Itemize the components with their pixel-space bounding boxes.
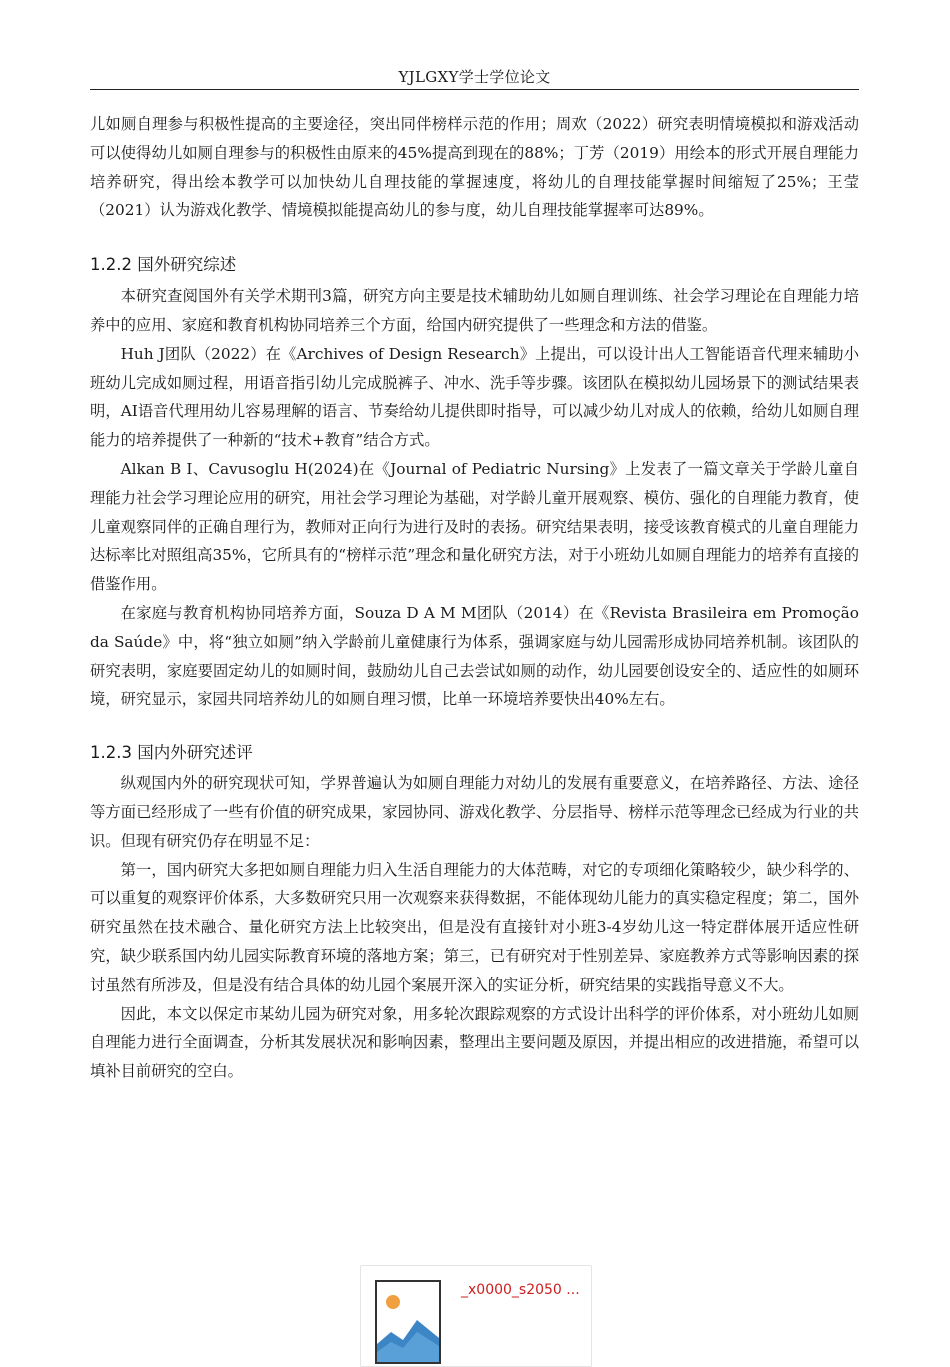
paragraph: 第一，国内研究大多把如厕自理能力归入生活自理能力的大体范畴，对它的专项细化策略较少，缺少科学的、可以重复的观察评价体系，大多数研究只用一次观察来获得数据，不能体现幼儿能力的真实稳定程度；第二，国外研究虽然在技术融合、量化研究方法上比较突出，但是没有直接针对小班3-4岁幼儿这一特定群体展开适应性研究，缺少联系国内幼儿园实际教育环境的落地方案；第三，已有研究对于性别差异、家庭教养方式等影响因素的探讨虽然有所涉及，但是没有结合具体的幼儿园个案展开深入的实证分析，研究结果的实践指导意义不大。 [90,860,859,994]
paragraph: Alkan B I、Cavusoglu H(2024)在《Journal of Pediatric Nursing》上发表了一篇文章关于学龄儿童自理能力社会学习理论应用的研究，用社会学习理论为基础，对学龄儿童开展观察、模仿、强化的自理能力教育，使儿童观察同伴的正确自理行为，教师对正向行为进行及时的表扬。研究结果表明，接受该教育模式的儿童自理能力达标率比对照组高35%，它所具有的“榜样示范”理念和量化研究方法，对于小班幼儿如厕自理能力的培养有直接的借鉴作用。 [90,459,859,594]
paragraph: 在家庭与教育机构协同培养方面，Souza D A M M团队（2014）在《Revista Brasileira em Promoção da Saúde》中，将“独立如厕”纳入学龄前儿童健康行为体系，强调家庭与幼儿园需形成协同培养机制。该团队的研究表明，家庭要固定幼儿的如厕时间，鼓励幼儿自己去尝试如厕的动作，幼儿园要创设安全的、适应性的如厕环境，研究显示，家园共同培养幼儿的如厕自理习惯，比单一环境培养要快出40%左右。 [90,603,859,709]
embedded-object[interactable] [360,1265,592,1367]
paragraph: Huh J团队（2022）在《Archives of Design Research》上提出，可以设计出人工智能语音代理来辅助小班幼儿完成如厕过程，用语音指引幼儿完成脱裤子、冲水、洗手等步骤。该团队在模拟幼儿园场景下的测试结果表明，AI语音代理用幼儿容易理解的语言、节奏给幼儿提供即时指导，可以减少幼儿对成人的依赖，给幼儿如厕自理能力的培养提供了一种新的“技术+教育”结合方式。 [90,344,859,450]
embedded-object-label: _x0000_s2050 ... [461,1282,580,1298]
paragraph: 因此，本文以保定市某幼儿园为研究对象，用多轮次跟踪观察的方式设计出科学的评价体系，对小班幼儿如厕自理能力进行全面调查，分析其发展状况和影响因素，整理出主要问题及原因，并提出相应的改进措施，希望可以填补目前研究的空白。 [90,1004,859,1081]
section-heading-1-2-2: 1.2.2 国外研究综述 [90,255,237,275]
intro-paragraph: 儿如厕自理参与积极性提高的主要途径，突出同伴榜样示范的作用；周欢（2022）研究表明情境模拟和游戏活动可以使得幼儿如厕自理参与的积极性由原来的45%提高到现在的88%；丁芳（2019）用绘本的形式开展自理能力培养研究，得出绘本教学可以加快幼儿自理技能的掌握速度，将幼儿的自理技能掌握时间缩短了25%；王莹（2021）认为游戏化教学、情境模拟能提高幼儿的参与度，幼儿自理技能掌握率可达89%。 [90,115,859,220]
document-body [90,110,859,1086]
page-header: YJLGXY学士学位论文 [398,68,551,86]
section-heading-1-2-3: 1.2.3 国内外研究述评 [90,743,253,763]
paragraph: 纵观国内外的研究现状可知，学界普遍认为如厕自理能力对幼儿的发展有重要意义，在培养路径、方法、途径等方面已经形成了一些有价值的研究成果，家园协同、游戏化教学、分层指导、榜样示范等理念已经成为行业的共识。但现有研究仍存在明显不足： [90,774,859,850]
paragraph: 本研究查阅国外有关学术期刊3篇，研究方向主要是技术辅助幼儿如厕自理训练、社会学习理论在自理能力培养中的应用、家庭和教育机构协同培养三个方面，给国内研究提供了一些理念和方法的借鉴。 [90,287,859,334]
header-rule [90,89,859,90]
image-placeholder-icon [375,1280,441,1364]
